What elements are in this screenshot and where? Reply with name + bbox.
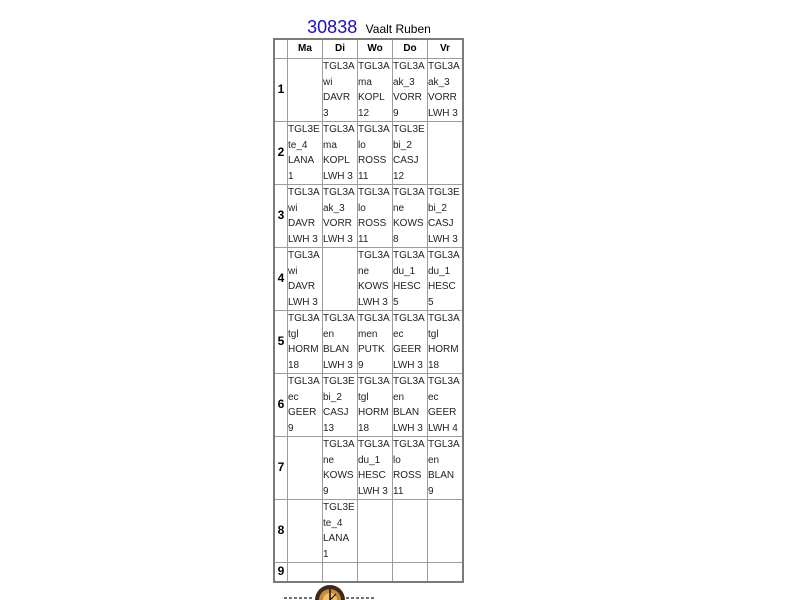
hour-label: 4 — [274, 248, 288, 311]
hour-row-3 — [274, 185, 463, 248]
lesson-teacher: KOWS — [323, 470, 354, 481]
lesson-cell-wed-2 — [358, 122, 393, 185]
lesson-cell-wed-7 — [358, 437, 393, 500]
lesson-teacher: LANA — [288, 155, 315, 166]
lesson-class: TGL3A — [393, 376, 425, 387]
lesson-class: TGL3A — [393, 250, 425, 261]
lesson-cell-mon-8 — [288, 500, 323, 563]
lesson-subject: ec — [393, 328, 404, 340]
lesson-room: LWH 3 — [428, 107, 458, 119]
hour-row-2 — [274, 122, 463, 185]
lesson-teacher: LANA — [323, 533, 350, 544]
lesson-subject: ma — [358, 76, 372, 88]
lesson-subject: ma — [323, 139, 337, 151]
lesson-cell-thu-6 — [393, 374, 428, 437]
lesson-room: LWH 3 — [323, 359, 353, 371]
lesson-cell-fri-3 — [428, 185, 464, 248]
lesson-cell-mon-6 — [288, 374, 323, 437]
lesson-teacher: CASJ — [393, 155, 419, 166]
lesson-cell-fri-9 — [428, 563, 464, 582]
lesson-cell-fri-7 — [428, 437, 464, 500]
lesson-cell-thu-3 — [393, 185, 428, 248]
lesson-teacher: BLAN — [393, 407, 420, 418]
lesson-class: TGL3A — [288, 250, 320, 261]
lesson-subject: te_4 — [323, 517, 343, 529]
lesson-cell-thu-2 — [393, 122, 428, 185]
lesson-subject: bi_2 — [428, 202, 447, 214]
lesson-teacher: HESC — [428, 281, 456, 292]
lesson-subject: men — [358, 328, 378, 340]
lesson-room: 11 — [358, 170, 369, 182]
lesson-teacher: BLAN — [323, 344, 350, 355]
lesson-cell-tue-1 — [323, 59, 358, 122]
lesson-room: 9 — [393, 107, 399, 119]
day-header-thu: Do — [393, 39, 428, 59]
lesson-subject: du_1 — [428, 265, 451, 277]
lesson-cell-wed-9 — [358, 563, 393, 582]
lesson-class: TGL3E — [323, 502, 355, 513]
lesson-subject: bi_2 — [323, 391, 342, 403]
lesson-class: TGL3E — [393, 124, 425, 135]
lesson-room: LWH 3 — [428, 233, 458, 245]
day-header-row — [274, 39, 463, 59]
lesson-cell-tue-3 — [323, 185, 358, 248]
lesson-class: TGL3E — [288, 124, 320, 135]
lesson-teacher: KOWS — [393, 218, 424, 229]
hour-label: 2 — [274, 122, 288, 185]
lesson-room: 13 — [323, 422, 335, 434]
lesson-cell-wed-4 — [358, 248, 393, 311]
lesson-cell-tue-8 — [323, 500, 358, 563]
lesson-subject: en — [428, 454, 440, 466]
lesson-subject: wi — [288, 265, 298, 277]
lesson-cell-fri-4 — [428, 248, 464, 311]
lesson-teacher: DAVR — [323, 92, 351, 103]
lesson-room: 8 — [393, 233, 399, 245]
lesson-class: TGL3A — [288, 187, 320, 198]
lesson-subject: wi — [323, 76, 333, 88]
lesson-class: TGL3A — [358, 439, 390, 450]
lesson-teacher: DAVR — [288, 281, 316, 292]
lesson-room: 12 — [358, 107, 370, 119]
student-name: Vaalt Ruben — [365, 22, 431, 36]
hour-row-4 — [274, 248, 463, 311]
lesson-cell-mon-7 — [288, 437, 323, 500]
hour-label: 9 — [274, 563, 288, 582]
day-header-tue: Di — [323, 39, 358, 59]
lesson-subject: ne — [393, 202, 405, 214]
lesson-teacher: KOPL — [358, 92, 385, 103]
hour-row-8 — [274, 500, 463, 563]
lesson-teacher: PUTK — [358, 344, 385, 355]
lesson-subject: en — [323, 328, 335, 340]
lesson-cell-mon-9 — [288, 563, 323, 582]
lesson-subject: ak_3 — [323, 202, 345, 214]
lesson-cell-wed-5 — [358, 311, 393, 374]
lesson-class: TGL3A — [358, 313, 390, 324]
corner-cell — [274, 39, 288, 59]
lesson-cell-thu-7 — [393, 437, 428, 500]
lesson-class: TGL3A — [393, 313, 425, 324]
lesson-room: LWH 4 — [428, 422, 458, 434]
lesson-teacher: HESC — [358, 470, 386, 481]
lesson-teacher: VORR — [323, 218, 352, 229]
lesson-subject: lo — [358, 139, 366, 151]
lesson-room: 9 — [428, 485, 434, 497]
lesson-teacher: VORR — [428, 92, 457, 103]
lesson-teacher: HORM — [428, 344, 459, 355]
lesson-subject: tgl — [288, 328, 299, 340]
lesson-room: 1 — [288, 170, 294, 182]
lesson-room: LWH 3 — [288, 296, 318, 308]
hour-label: 6 — [274, 374, 288, 437]
hour-label: 5 — [274, 311, 288, 374]
lesson-subject: du_1 — [393, 265, 416, 277]
lesson-teacher: BLAN — [428, 470, 455, 481]
lesson-cell-tue-6 — [323, 374, 358, 437]
lesson-room: LWH 3 — [323, 170, 353, 182]
hour-label: 3 — [274, 185, 288, 248]
lesson-cell-mon-3 — [288, 185, 323, 248]
lesson-cell-thu-1 — [393, 59, 428, 122]
lesson-room: LWH 3 — [358, 296, 388, 308]
lesson-class: TGL3A — [358, 376, 390, 387]
lesson-teacher: CASJ — [323, 407, 349, 418]
hour-row-1 — [274, 59, 463, 122]
lesson-cell-fri-8 — [428, 500, 464, 563]
lesson-teacher: CASJ — [428, 218, 454, 229]
lesson-subject: du_1 — [358, 454, 381, 466]
lesson-room: 11 — [393, 485, 404, 497]
lesson-teacher: ROSS — [358, 218, 387, 229]
lesson-teacher: ROSS — [393, 470, 422, 481]
lesson-subject: wi — [288, 202, 298, 214]
lesson-subject: te_4 — [288, 139, 308, 151]
lesson-subject: en — [393, 391, 405, 403]
lesson-class: TGL3A — [358, 61, 390, 72]
lesson-room: 9 — [288, 422, 294, 434]
lesson-class: TGL3A — [323, 187, 355, 198]
lesson-subject: ak_3 — [428, 76, 450, 88]
lesson-cell-tue-5 — [323, 311, 358, 374]
lesson-room: 18 — [288, 359, 300, 371]
lesson-room: LWH 3 — [288, 233, 318, 245]
timetable-body — [274, 59, 463, 582]
lesson-class: TGL3A — [428, 439, 460, 450]
hour-row-5 — [274, 311, 463, 374]
lesson-class: TGL3A — [358, 187, 390, 198]
student-number: 30838 — [307, 17, 358, 37]
lesson-room: LWH 3 — [323, 233, 353, 245]
lesson-cell-fri-6 — [428, 374, 464, 437]
lesson-class: TGL3A — [288, 376, 320, 387]
lesson-room: 18 — [358, 422, 370, 434]
lesson-class: TGL3A — [428, 376, 460, 387]
lesson-cell-wed-8 — [358, 500, 393, 563]
lesson-teacher: KOWS — [358, 281, 389, 292]
lesson-class: TGL3A — [393, 61, 425, 72]
lesson-teacher: HORM — [358, 407, 389, 418]
lesson-cell-thu-4 — [393, 248, 428, 311]
lesson-teacher: GEER — [393, 344, 422, 355]
lesson-cell-tue-9 — [323, 563, 358, 582]
lesson-room: 12 — [393, 170, 405, 182]
hour-row-6 — [274, 374, 463, 437]
lesson-cell-mon-5 — [288, 311, 323, 374]
lesson-room: 1 — [323, 548, 329, 560]
lesson-class: TGL3A — [428, 313, 460, 324]
timetable-header — [274, 17, 464, 38]
lesson-room: 5 — [428, 296, 434, 308]
day-header-fri: Vr — [428, 39, 464, 59]
lesson-cell-tue-7 — [323, 437, 358, 500]
lesson-class: TGL3A — [323, 61, 355, 72]
lesson-subject: ne — [323, 454, 335, 466]
lesson-teacher: GEER — [288, 407, 317, 418]
lesson-class: TGL3A — [323, 313, 355, 324]
lesson-cell-fri-1 — [428, 59, 464, 122]
lesson-class: TGL3A — [428, 250, 460, 261]
lesson-cell-tue-2 — [323, 122, 358, 185]
lesson-cell-mon-2 — [288, 122, 323, 185]
lesson-class: TGL3A — [323, 124, 355, 135]
day-header-wed: Wo — [358, 39, 393, 59]
lesson-cell-mon-4 — [288, 248, 323, 311]
lesson-class: TGL3A — [323, 439, 355, 450]
hour-row-9 — [274, 563, 463, 582]
lesson-subject: tgl — [428, 328, 439, 340]
lesson-cell-mon-1 — [288, 59, 323, 122]
lesson-teacher: HORM — [288, 344, 319, 355]
lesson-room: LWH 3 — [393, 359, 423, 371]
lesson-teacher: VORR — [393, 92, 422, 103]
lesson-cell-thu-8 — [393, 500, 428, 563]
lesson-subject: bi_2 — [393, 139, 412, 151]
timetable — [273, 38, 464, 583]
lesson-room: 9 — [323, 485, 329, 497]
lesson-subject: ne — [358, 265, 370, 277]
lesson-cell-wed-1 — [358, 59, 393, 122]
lesson-class: TGL3A — [358, 250, 390, 261]
lesson-subject: lo — [393, 454, 401, 466]
lesson-subject: ak_3 — [393, 76, 415, 88]
lesson-room: 3 — [323, 107, 329, 119]
lesson-teacher: KOPL — [323, 155, 350, 166]
lesson-cell-fri-5 — [428, 311, 464, 374]
lesson-class: TGL3A — [393, 439, 425, 450]
lesson-class: TGL3A — [288, 313, 320, 324]
lesson-teacher: HESC — [393, 281, 421, 292]
lesson-class: TGL3A — [393, 187, 425, 198]
lesson-class: TGL3E — [323, 376, 355, 387]
hour-label: 7 — [274, 437, 288, 500]
lesson-subject: ec — [428, 391, 439, 403]
hour-row-7 — [274, 437, 463, 500]
lesson-room: 9 — [358, 359, 364, 371]
lesson-teacher: DAVR — [288, 218, 316, 229]
lesson-room: 11 — [358, 233, 369, 245]
lesson-room: 18 — [428, 359, 440, 371]
lesson-room: 5 — [393, 296, 399, 308]
lesson-subject: ec — [288, 391, 299, 403]
clock-logo-icon — [284, 580, 376, 600]
lesson-cell-thu-9 — [393, 563, 428, 582]
lesson-cell-thu-5 — [393, 311, 428, 374]
lesson-cell-wed-3 — [358, 185, 393, 248]
lesson-class: TGL3E — [428, 187, 460, 198]
lesson-cell-wed-6 — [358, 374, 393, 437]
lesson-room: LWH 3 — [393, 422, 423, 434]
lesson-room: LWH 3 — [358, 485, 388, 497]
lesson-class: TGL3A — [428, 61, 460, 72]
lesson-teacher: ROSS — [358, 155, 387, 166]
hour-label: 8 — [274, 500, 288, 563]
lesson-class: TGL3A — [358, 124, 390, 135]
lesson-subject: tgl — [358, 391, 369, 403]
hour-label: 1 — [274, 59, 288, 122]
lesson-subject: lo — [358, 202, 366, 214]
lesson-cell-tue-4 — [323, 248, 358, 311]
lesson-teacher: GEER — [428, 407, 457, 418]
day-header-mon: Ma — [288, 39, 323, 59]
lesson-cell-fri-2 — [428, 122, 464, 185]
